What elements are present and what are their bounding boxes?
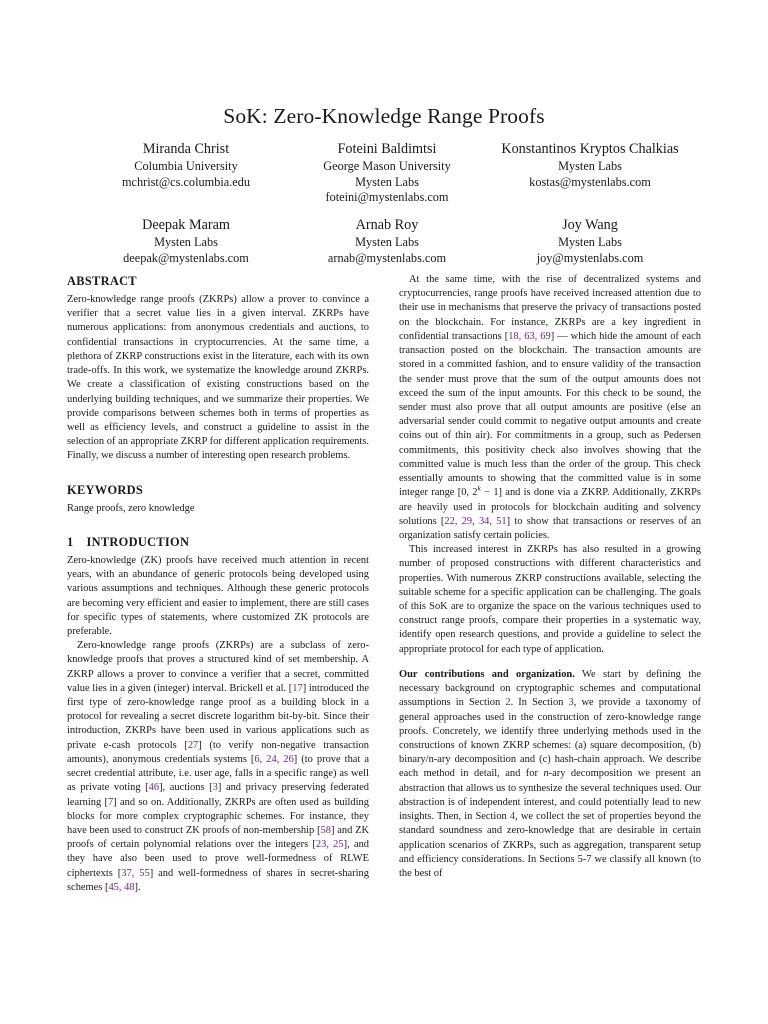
citation-link[interactable]: 45, 48 (108, 881, 135, 893)
text-run: We start by defining the necessary background on cryptographic schemes and computational assumptions in Section (399, 668, 701, 709)
citation-link[interactable]: 22, 29, 34, 51 (444, 515, 507, 527)
author-affiliation: Mysten Labs (355, 174, 419, 189)
citation-link[interactable]: 23, 25 (315, 839, 344, 851)
author-affiliation: Columbia University (134, 159, 238, 173)
citation-link[interactable]: 18, 63, 69 (508, 330, 551, 342)
spacer (399, 657, 701, 668)
section-number: 1 (67, 534, 74, 549)
citation-link[interactable]: 27 (187, 739, 199, 751)
author-card (470, 215, 710, 266)
section-link[interactable]: 2 (505, 697, 511, 709)
abstract-text: Zero-knowledge range proofs (ZKRPs) allow a prover to convince a verifier that a secret value lies in a given interval. ZKRPs have numerous applications: from anonymous credentials and auctions, to confidential transactions in cryptocurrencies. At the same time, a plethora of ZKRP constructions exist in the literature, each with its own trade-offs. In this work, we systematize the knowledge around ZKRPs. We create a classification of existing constructions based on the underlying building techniques, and we summarize their properties. We provide comparisons between schemes both in terms of properties as well as efficiency levels, and construct a guideline to assist in the selection of an appropriate ZKRP for different application requirements. Finally, we discuss a number of interesting open research problems. (67, 294, 369, 462)
spacer (67, 464, 369, 482)
text-run: ] (to verify non-negative transaction amounts), anonymous credentials systems [ (67, 739, 369, 765)
intro-paragraph-1: Zero-knowledge (ZK) proofs have received much attention in recent years, with an abundance of generic protocols being developed using various assumptions and techniques. Although these generic protocols are becoming very efficient and easier to implement, there are still cases for specific types of statements, where customized ZK protocols are preferable. (67, 554, 369, 637)
section-link[interactable]: 4 (509, 811, 516, 823)
author-affiliation: Mysten Labs (355, 235, 419, 249)
text-run: Zero-knowledge range proofs (ZKRPs) are a subclass of zero-knowledge proofs that proves a structured kind of set membership. A ZKRP allows a prover to convince a verifier that a secret, committed value lies in a given (integer) interval. Brickell et al. [ (67, 640, 369, 694)
section-link[interactable]: 3 (568, 697, 574, 709)
author-email: deepak@mystenlabs.com (123, 250, 249, 265)
text-run: -ary decomposition we present an abstraction that allows us to synthesize the several techniques used. Our abstraction is of independent interest, and could potentially lead to new insights. Then, in Section (399, 768, 701, 823)
intro-paragraph-5 (399, 668, 701, 881)
text-run: , we provide a taxonomy of general approaches used in the construction of zero-knowledge range proofs. Concretely, we identify three underlying methods used in the constructions of known ZKRP schemes: (a) square decomposition, (b) binary/n-ary decomposition and (c) hash-chain approach. We describe each method in detail, and for (399, 697, 701, 780)
text-run: ] and ZK proofs of certain polynomial relations over the integers [ (67, 825, 369, 851)
author-email: mchrist@cs.columbia.edu (121, 174, 251, 189)
text-run: ]. (134, 881, 141, 893)
author-name: Arnab Roy (355, 217, 419, 233)
text-run: − 1] and is done via a ZKRP. Additionally, ZKRPs are heavily used in protocols for blockchain auditing and solvency solutions [ (399, 487, 701, 527)
text-run: ] — which hide the amount of each transaction posted on the blockchain. The transaction amounts are stored in a committed fashion, and to ensure validity of the transaction the sender must prove that the sum of the output amounts does not exceed the sum of the input amounts. For this check to be sound, the sender must also prove that all output amounts are positive (else an adversarial sender could commit to negative output amounts and create coins out of thin air). For commitments in a group, such as Pedersen commitments, this positivity check also involves showing that the committed value is much less than the order of the group. This check essentially amounts to showing that the committed value is in some integer range [0, 2 (399, 330, 702, 499)
intro-heading (67, 534, 369, 550)
abstract-heading: ABSTRACT (67, 274, 137, 288)
section-title: INTRODUCTION (86, 534, 190, 549)
math-variable: n (543, 768, 549, 780)
right-column (399, 273, 701, 881)
author-email: joy@mystenlabs.com (536, 250, 644, 265)
author-block (66, 139, 710, 291)
intro-paragraph-4: This increased interest in ZKRPs has also resulted in a growing number of proposed constructions with different characteristics and properties. With numerous ZKRP constructions available, selecting the suitable scheme for a specific application can be challenging. The goals of this SoK are to organize the space on the various techniques used to construct range proofs, compare their properties in a systematic way, identify open research questions, and provide a guideline to select the appropriate protocol for each type of application. (399, 544, 701, 655)
text-run: , we collect the set of properties beyond the standard soundness and zero-knowledge that are desirable in certain application scenarios of ZKRPs, such as aggregation, transparent setup and efficiency considerations. In Sections 5-7 we classify all known (to the best of (399, 811, 701, 879)
author-card (470, 139, 710, 190)
paper-title: SoK: Zero-Knowledge Range Proofs (223, 104, 545, 128)
author-name: Foteini Baldimtsi (337, 141, 437, 157)
author-affiliation: Mysten Labs (154, 235, 218, 249)
text-run: ] and privacy preserving federated learning [ (67, 782, 369, 808)
citation-link[interactable]: 6, 24, 26 (254, 753, 294, 765)
author-row-1 (66, 139, 710, 215)
author-email: arnab@mystenlabs.com (327, 250, 447, 265)
citation-link[interactable]: 7 (108, 796, 114, 808)
left-column (67, 273, 369, 895)
author-name: Miranda Christ (142, 141, 230, 157)
citation-link[interactable]: 37, 55 (121, 867, 150, 879)
text-run: ], auctions [ (159, 782, 213, 794)
text-run: ] to show that transactions or reserves of an organization satisfy certain policies. (399, 515, 701, 541)
keywords-heading: KEYWORDS (67, 482, 144, 497)
intro-paragraph-3 (399, 273, 701, 543)
author-email: kostas@mystenlabs.com (529, 174, 651, 189)
text-run: At the same time, with the rise of decentralized systems and cryptocurrencies, range proofs have received increased attention due to their use in mechanisms that preserve the privacy of transactions posted on the blockchain. For instance, ZKRPs are a key ingredient in confidential transactions [ (399, 274, 701, 342)
author-affiliation: Mysten Labs (558, 159, 622, 173)
keywords-text: Range proofs, zero knowledge (67, 502, 195, 514)
text-run: ], and they have also been used to prove well-formedness of RLWE ciphertexts [ (67, 839, 370, 879)
author-name: Deepak Maram (142, 217, 230, 233)
author-affiliation: George Mason University (323, 159, 451, 173)
run-in-heading: Our contributions and organization. (399, 668, 575, 680)
text-run: ] and well-formedness of shares in secret-sharing schemes [ (67, 867, 369, 893)
citation-link[interactable]: 46 (148, 782, 160, 794)
intro-paragraph-2 (67, 639, 369, 895)
text-run: ] and so on. Additionally, ZKRPs are often used as building blocks for more complex cryptographic schemes. For instance, they have been used to construct ZK proofs of non-membership [ (67, 796, 369, 836)
text-run: ] introduced the first type of zero-knowledge range proof as a building block in a protocol for revealing a secret discrete logarithm bit-by-bit. Since their introduction, ZKRPs have been used in various applications such as private e-cash protocols [ (67, 682, 369, 751)
author-name: Joy Wang (562, 217, 618, 233)
citation-link[interactable]: 3 (212, 782, 218, 794)
author-affiliation: Mysten Labs (558, 235, 622, 249)
text-run: . In Section (510, 697, 569, 709)
spacer (67, 516, 369, 534)
citation-link[interactable]: 58 (320, 825, 331, 836)
text-run: ] (to prove that a secret credential attribute, i.e. user age, falls in a specific range) as well as private voting [ (67, 753, 369, 794)
author-name: Konstantinos Kryptos Chalkias (501, 141, 679, 157)
citation-link[interactable]: 17 (292, 682, 303, 694)
author-email: foteini@mystenlabs.com (325, 190, 449, 204)
math-exponent: k (477, 483, 481, 493)
